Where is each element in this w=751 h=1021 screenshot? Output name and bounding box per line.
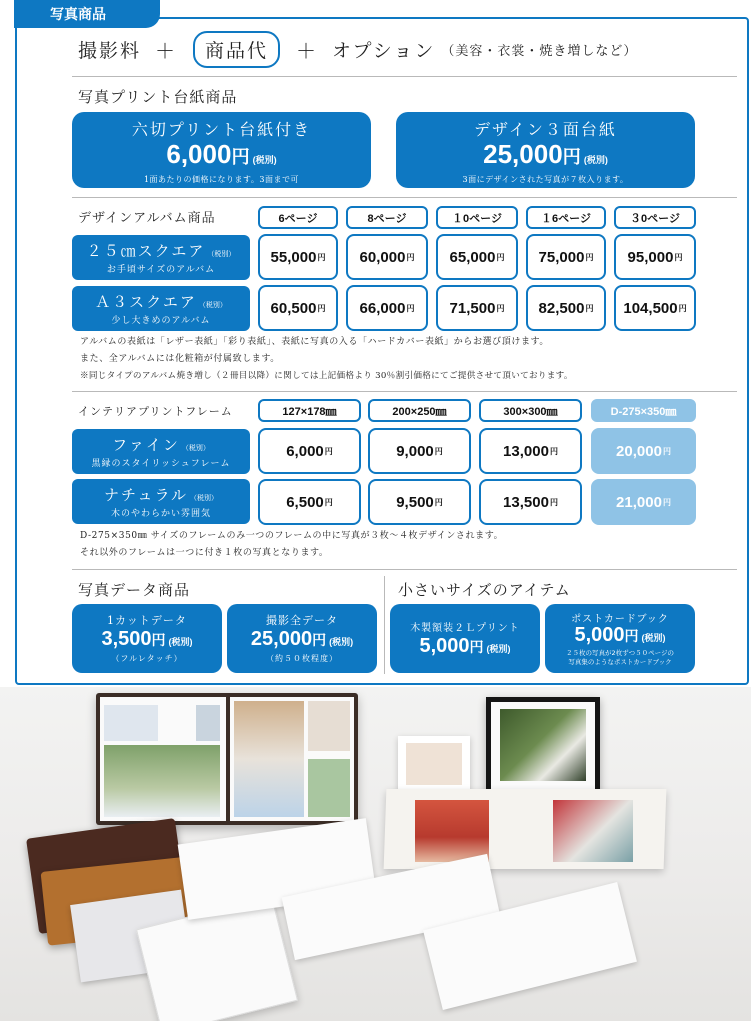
price-formula (78, 30, 637, 68)
price-value: 20,000 (616, 442, 662, 460)
price-value: 60,500 (270, 299, 317, 317)
price-value: 82,500 (538, 299, 585, 317)
small-frame-2l-card (390, 604, 540, 673)
data-products-title: 写真データ商品 (78, 581, 191, 599)
row-sub: 少し大きめのアルバム (111, 316, 211, 326)
yen-label: 円 (469, 639, 484, 655)
price-cell (591, 479, 696, 525)
yen-label: 円 (406, 252, 415, 262)
card-price: 5,000 (574, 624, 625, 646)
divider (72, 569, 737, 570)
small-postcard-book-card (545, 604, 695, 673)
yen-label: 円 (674, 252, 683, 262)
frame-col-300: 300×300㎜ (479, 399, 582, 422)
price-cell (479, 479, 582, 525)
album-photo (308, 701, 350, 751)
yen-label: 円 (549, 497, 558, 507)
formula-plus-2: ＋ (296, 38, 319, 63)
price-cell (436, 285, 518, 331)
price-value: 13,500 (503, 493, 549, 511)
price-value: 60,000 (359, 248, 406, 266)
frame-col-d275: D-275×350㎜ (591, 399, 696, 422)
mat-photo-left (415, 800, 489, 862)
yen-label: 円 (678, 303, 687, 313)
album-notes (80, 334, 573, 385)
row-tax: （税別） (181, 444, 210, 452)
yen-label: 円 (585, 252, 594, 262)
yen-label: 円 (312, 632, 327, 648)
yen-label: 円 (317, 303, 326, 313)
row-sub: 木のやわらかい雰囲気 (110, 509, 211, 519)
yen-label: 円 (549, 446, 558, 456)
yen-label: 円 (317, 252, 326, 262)
album-col-16p: １6ページ (526, 206, 606, 229)
row-tax: （税別） (198, 301, 227, 309)
formula-option-note: （美容・衣裳・焼き増しなど） (441, 43, 638, 59)
frame-title: インテリアプリントフレーム (78, 405, 233, 418)
price-value: 6,000 (286, 442, 324, 460)
price-cell (258, 479, 361, 525)
card-note: （約５０枚程度） (266, 654, 338, 663)
price-cell (368, 428, 471, 474)
album-col-6p: 6ページ (258, 206, 338, 229)
album-row-25cm (72, 235, 250, 280)
print-mount-rokugiri-card (72, 112, 371, 188)
price-value: 9,500 (396, 493, 434, 511)
header-title: 写真商品 (50, 7, 106, 23)
formula-option: オプション (332, 39, 436, 62)
row-sub: お手頃サイズのアルバム (106, 265, 216, 275)
price-value: 71,500 (449, 299, 496, 317)
album-photo (308, 759, 350, 817)
row-name: Ａ３スクエア (95, 293, 197, 311)
note-line: それ以外のフレームは一つに付き１枚の写真となります。 (80, 548, 329, 558)
tax-label: (税別) (168, 637, 193, 647)
yen-label: 円 (624, 628, 639, 644)
yen-label: 円 (434, 497, 443, 507)
album-col-30p: ３0ページ (614, 206, 696, 229)
frame-notes (80, 528, 503, 562)
album-row-a3 (72, 286, 250, 331)
price-value: 95,000 (627, 248, 674, 266)
card-name: デザイン３面台紙 (474, 120, 617, 139)
note-line: ※同じタイプのアルバム焼き増し（２冊目以降）に関しては上記価格より 30％割引価格にてご提供させて頂いております。 (80, 371, 573, 381)
tax-label: (税別) (486, 644, 511, 654)
frame-col-127: 127×178㎜ (258, 399, 361, 422)
price-cell (346, 234, 428, 280)
frame-row-natural (72, 479, 250, 524)
row-name: ファイン (112, 436, 180, 454)
card-price: 5,000 (419, 635, 470, 657)
mat-photo-right (553, 800, 633, 862)
album-photo (104, 705, 158, 741)
price-cell (368, 479, 471, 525)
row-name: ナチュラル (103, 486, 189, 504)
tax-label: (税別) (641, 633, 666, 643)
card-name: ポストカードブック (571, 614, 669, 625)
note-line: アルバムの表紙は「レザー表紙」「彩り表紙」、表紙に写真の入る「ハードカバー表紙」からお選び頂けます。 (80, 337, 550, 347)
yen-label: 円 (496, 303, 505, 313)
tax-label: (税別) (583, 155, 608, 165)
small-items-title: 小さいサイズのアイテム (398, 581, 571, 599)
card-price: 25,000 (483, 139, 563, 169)
card-note: （フルレタッチ） (111, 654, 183, 663)
price-cell (591, 428, 696, 474)
yen-label: 円 (406, 303, 415, 313)
divider (72, 197, 737, 198)
album-col-10p: １0ページ (436, 206, 518, 229)
data-all-card (227, 604, 377, 673)
card-note: 3面にデザインされた写真が７枚入ります。 (462, 175, 629, 184)
album-col-8p: 8ページ (346, 206, 428, 229)
price-cell (436, 234, 518, 280)
yen-label: 円 (562, 147, 581, 167)
price-value: 6,500 (286, 493, 324, 511)
yen-label: 円 (434, 446, 443, 456)
price-value: 55,000 (270, 248, 317, 266)
yen-label: 円 (324, 497, 333, 507)
card-note: 写真集のようなポストカードブック (568, 658, 672, 666)
price-cell (258, 234, 338, 280)
price-cell (346, 285, 428, 331)
yen-label: 円 (496, 252, 505, 262)
note-line: また、全アルバムには化粧箱が付属致します。 (80, 354, 280, 364)
card-price: 3,500 (101, 628, 152, 650)
vertical-divider (384, 576, 385, 674)
row-tax: （税別） (207, 250, 236, 258)
yen-label: 円 (662, 497, 671, 507)
album-photo (234, 701, 304, 817)
card-name: 六切プリント台紙付き (131, 120, 312, 139)
card-price: 6,000 (166, 139, 232, 169)
price-cell (526, 234, 606, 280)
price-value: 66,000 (359, 299, 406, 317)
yen-label: 円 (585, 303, 594, 313)
divider (72, 76, 737, 77)
product-photo (0, 687, 751, 1021)
yen-label: 円 (151, 632, 166, 648)
card-name: 木製額装２Ｌプリント (410, 623, 520, 634)
price-value: 75,000 (538, 248, 585, 266)
frame-inner-photo (500, 709, 586, 781)
yen-label: 円 (324, 446, 333, 456)
price-cell (614, 285, 696, 331)
frame-inner-photo (406, 743, 462, 785)
album-title: デザインアルバム商品 (78, 211, 216, 226)
print-mount-title: 写真プリント台紙商品 (78, 88, 238, 106)
price-value: 21,000 (616, 493, 662, 511)
yen-label: 円 (662, 446, 671, 456)
formula-plus-1: ＋ (155, 38, 178, 63)
row-sub: 黒縁のスタイリッシュフレーム (91, 459, 231, 469)
price-value: 13,000 (503, 442, 549, 460)
formula-product-fee: 商品代 (193, 31, 280, 68)
tax-label: (税別) (329, 637, 354, 647)
data-1cut-card (72, 604, 222, 673)
album-photo (196, 705, 220, 741)
price-cell (614, 234, 696, 280)
price-cell (526, 285, 606, 331)
card-name: 撮影全データ (266, 614, 338, 627)
formula-shooting-fee: 撮影料 (78, 39, 142, 62)
yen-label: 円 (231, 147, 250, 167)
card-note: ２５枚の写真が2枚ずつ５０ページの (565, 649, 674, 657)
price-value: 65,000 (449, 248, 496, 266)
price-cell (479, 428, 582, 474)
album-photo (104, 745, 220, 817)
price-cell (258, 428, 361, 474)
note-line: D-275×350㎜ サイズのフレームのみ一つのフレームの中に写真が３枚～４枚デザインされます。 (80, 531, 504, 541)
card-name: 1カットデータ (107, 614, 187, 627)
tax-label: (税別) (252, 155, 277, 165)
price-cell (258, 285, 338, 331)
header-tab (14, 0, 160, 28)
price-value: 9,000 (396, 442, 434, 460)
card-note: 1面あたりの価格になります。3面まで可 (143, 175, 300, 184)
frame-row-fine (72, 429, 250, 474)
divider (72, 391, 737, 392)
print-mount-design3-card (396, 112, 695, 188)
frame-col-200: 200×250㎜ (368, 399, 471, 422)
row-tax: （税別） (190, 494, 219, 502)
card-price: 25,000 (250, 628, 313, 650)
price-value: 104,500 (623, 299, 678, 317)
row-name: ２５㎝スクエア (86, 242, 206, 260)
